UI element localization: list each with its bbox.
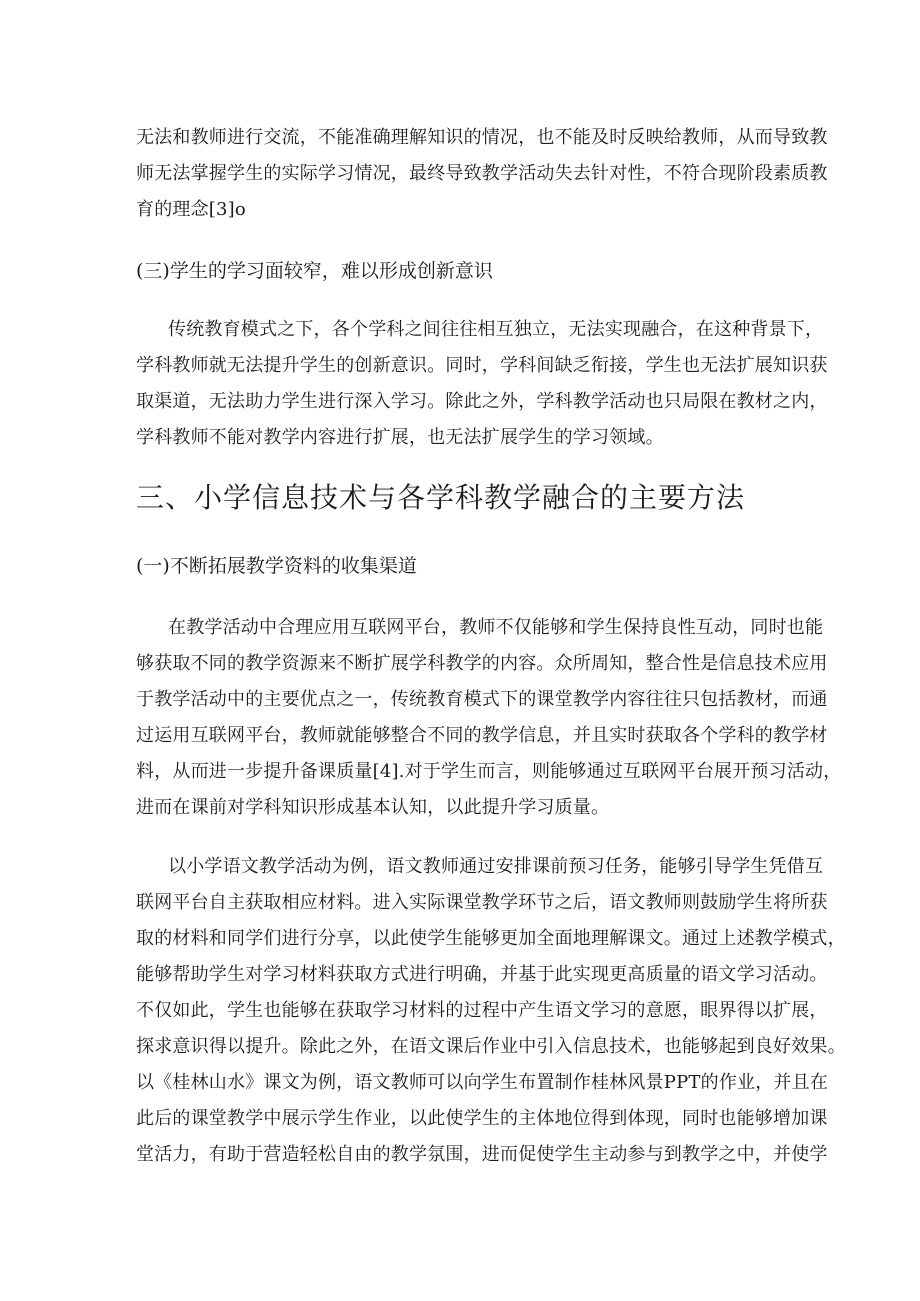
paragraph-line: 学科教师就无法提升学生的创新意识。同时，学科间缺乏衔接，学生也无法扩展知识获 (136, 355, 828, 376)
paragraph-line: 育的理念[3]o (136, 199, 246, 220)
paragraph-line: 取渠道，无法助力学生进行深入学习。除此之外，学科教学活动也只局限在教材之内， (136, 391, 828, 412)
paragraph-line: 于教学活动中的主要优点之一，传统教育模式下的课堂教学内容往往只包括教材，而通 (136, 689, 828, 710)
paragraph-line: 在教学活动中合理应用互联网平台，教师不仅能够和学生保持良性互动，同时也能 (168, 617, 824, 638)
paragraph-line: 联网平台自主获取相应材料。进入实际课堂教学环节之后，语文教师则鼓励学生将所获 (136, 892, 828, 913)
subheading-narrow-learning: (三)学生的学习面较窄，难以形成创新意识 (136, 260, 493, 282)
paragraph-line: 此后的课堂教学中展示学生作业，以此使学生的主体地位得到体现，同时也能够增加课 (136, 1108, 828, 1129)
paragraph-line: 进而在课前对学科知识形成基本认知，以此提升学习质量。 (136, 797, 610, 818)
paragraph-line: 传统教育模式之下，各个学科之间往往相互独立，无法实现融合，在这种背景下， (168, 319, 824, 340)
paragraph-line: 料，从而进一步提升备课质量[4].对于学生而言，则能够通过互联网平台展开预习活动， (136, 761, 842, 782)
paragraph-line: 学科教师不能对教学内容进行扩展，也无法扩展学生的学习领域。 (136, 427, 664, 448)
section-heading: 三、小学信息技术与各学科教学融合的主要方法 (136, 481, 746, 514)
paragraph-line: 探求意识得以提升。除此之外，在语文课后作业中引入信息技术，也能够起到良好效果。 (136, 1036, 846, 1057)
paragraph-line: 能够帮助学生对学习材料获取方式进行明确，并基于此实现更高质量的语文学习活动。 (136, 964, 828, 985)
paragraph-line: 不仅如此，学生也能够在获取学习材料的过程中产生语文学习的意愿，眼界得以扩展， (136, 1000, 828, 1021)
paragraph-line: 无法和教师进行交流，不能准确理解知识的情况，也不能及时反映给教师，从而导致教 (136, 127, 828, 148)
paragraph-line: 够获取不同的教学资源来不断扩展学科教学的内容。众所周知，整合性是信息技术应用 (136, 653, 828, 674)
paragraph-line: 取的材料和同学们进行分享，以此使学生能够更加全面地理解课文。通过上述教学模式， (136, 928, 846, 949)
paragraph-line: 以《桂林山水》课文为例，语文教师可以向学生布置制作桂林风景PPT的作业，并且在 (136, 1072, 829, 1093)
paragraph-line: 以小学语文教学活动为例，语文教师通过安排课前预习任务，能够引导学生凭借互 (168, 856, 824, 877)
subheading-resource-channels: (一)不断拓展教学资料的收集渠道 (136, 555, 417, 577)
paragraph-line: 堂活力，有助于营造轻松自由的教学氛围，进而促使学生主动参与到教学之中，并使学 (136, 1144, 828, 1165)
paragraph-line: 过运用互联网平台，教师就能够整合不同的教学信息，并且实时获取各个学科的教学材 (136, 725, 828, 746)
paragraph-line: 师无法掌握学生的实际学习情况，最终导致教学活动失去针对性，不符合现阶段素质教 (136, 163, 828, 184)
